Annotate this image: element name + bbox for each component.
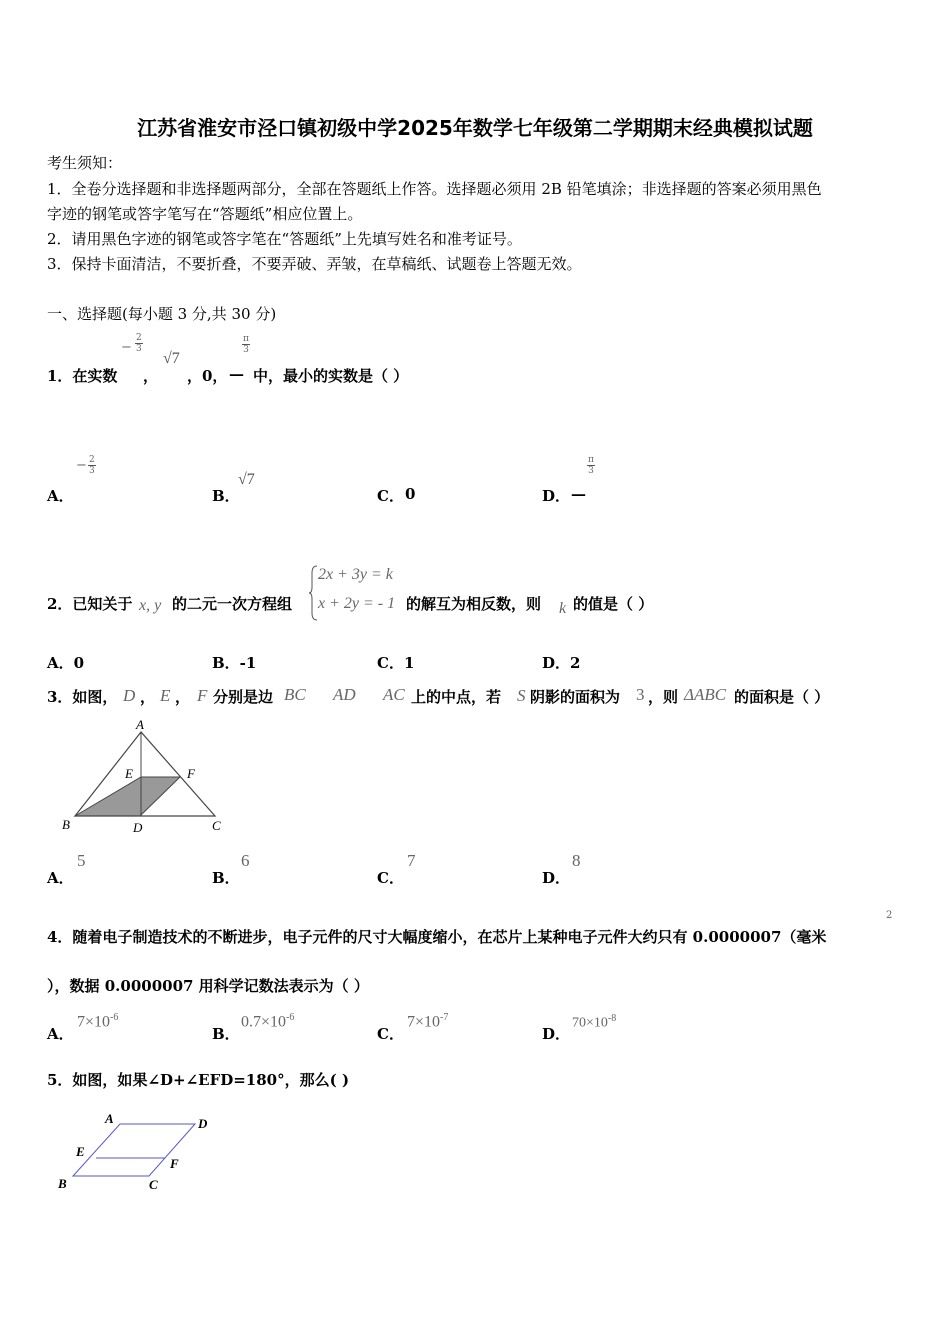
q2-k: k	[559, 600, 567, 617]
q4-option-b-label: B．	[212, 1025, 240, 1043]
q1-suffix: 中，最小的实数是（ ）	[253, 367, 409, 385]
q4-option-d-base: 70×10	[572, 1015, 608, 1031]
notice-line-1b: 字迹的钢笔或答字笔写在“答题纸”相应位置上。	[47, 205, 363, 223]
q4-option-a-value	[77, 1012, 118, 1031]
section-heading: 一、选择题(每小题 3 分,共 30 分)	[47, 305, 277, 323]
q5-label-f: F	[170, 1156, 179, 1171]
q3-label-f: F	[187, 766, 195, 781]
q3-option-a-value: 5	[77, 851, 86, 870]
q3-option-a-label: A．	[47, 869, 74, 887]
q1-prefix: 1．在实数	[47, 367, 118, 385]
q2-prefix: 2．已知关于	[47, 595, 133, 613]
q5-label-e: E	[76, 1144, 85, 1159]
q5-label-a: A	[105, 1111, 114, 1126]
notice-heading: 考生须知：	[47, 154, 123, 172]
q5-parallelogram-figure	[55, 1108, 225, 1198]
q1-option-a-den: 3	[89, 466, 95, 476]
q3-mid-3: 阴影的面积为	[530, 688, 621, 706]
q1-option-d-den: 3	[588, 466, 594, 476]
q2-mid: 的二元一次方程组	[172, 595, 293, 613]
q1-comma: ，	[143, 367, 159, 385]
q4-line-1: 4．随着电子制造技术的不断进步，电子元件的尺寸大幅度缩小，在芯片上某种电子元件大约只有 0.0000007（毫米	[47, 928, 827, 946]
q4-option-d-value	[572, 1013, 616, 1032]
q1-fraction	[135, 333, 143, 354]
q1-frac-num: 2	[136, 333, 142, 343]
q1-option-d-num: π	[588, 455, 594, 465]
q3-label-a: A	[136, 717, 144, 732]
q3-option-d-label: D．	[542, 869, 571, 887]
q3-mid-4: ，则	[648, 688, 679, 706]
q3-label-d: D	[133, 820, 143, 835]
q3-label-c: C	[212, 818, 221, 833]
q1-option-a-num: 2	[89, 455, 95, 465]
notice-line-2: 2．请用黑色字迹的钢笔或答字笔在“答题纸”上先填写姓名和准考证号。	[47, 230, 522, 248]
q3-mid-1: 分别是边	[213, 688, 274, 706]
q3-label-b: B	[62, 817, 70, 832]
q1-pi-num: π	[243, 334, 249, 344]
q2-suffix-1: 的解互为相反数，则	[406, 595, 542, 613]
q1-mid: ，0，	[187, 367, 228, 385]
notice-line-3: 3．保持卡面清洁，不要折叠，不要弄破、弄皱，在草稿纸、试题卷上答题无效。	[47, 255, 582, 273]
q3-s: S	[517, 686, 526, 705]
q4-option-c-value	[407, 1012, 448, 1031]
q3-comma-2: ，	[175, 688, 191, 706]
q1-option-d-neg: —	[571, 485, 586, 503]
q5-text: 5．如图，如果∠D+∠EFD=180°，那么( )	[47, 1071, 350, 1089]
q4-option-a-label: A．	[47, 1025, 74, 1043]
q4-option-c-label: C．	[377, 1025, 404, 1043]
q4-option-c-base: 7×10	[407, 1013, 441, 1031]
q3-three: 3	[636, 685, 645, 704]
q1-option-b-value: √7	[238, 471, 255, 488]
q4-option-b-value	[241, 1012, 294, 1031]
q1-option-d-label: D．	[542, 487, 571, 505]
q4-option-d-label: D．	[542, 1025, 571, 1043]
q3-side-bc: BC	[284, 685, 306, 704]
q1-option-c-value: 0	[405, 485, 416, 503]
q1-option-a-label: A．	[47, 487, 74, 505]
q4-option-a-base: 7×10	[77, 1013, 111, 1031]
q3-option-c-value: 7	[407, 851, 416, 870]
q5-label-d: D	[198, 1116, 208, 1131]
notice-line-1a: 1．全卷分选择题和非选择题两部分，全部在答题纸上作答。选择题必须用 2B 铅笔填涂；非选择题的答案必须用黑色	[47, 180, 822, 198]
q1-option-b-label: B．	[212, 487, 240, 505]
q4-option-c-exp: -7	[440, 1012, 449, 1023]
q4-line-2: ），数据 0.0000007 用科学记数法表示为（ ）	[47, 977, 369, 995]
q1-neg-sign: −	[121, 340, 132, 355]
q2-equation-1: 2x + 3y = k	[318, 566, 393, 583]
q3-point-f: F	[197, 686, 208, 705]
q4-superscript: 2	[886, 910, 893, 921]
q3-triangle-abc: ΔABC	[684, 685, 727, 704]
q1-frac-den: 3	[136, 344, 142, 354]
q1-option-a-fraction	[88, 455, 96, 476]
q2-option-b: B．-1	[212, 654, 257, 672]
q1-sqrt7: √7	[163, 350, 180, 367]
q5-label-c: C	[149, 1177, 158, 1192]
q1-option-c-label: C．	[377, 487, 404, 505]
q1-pi-den: 3	[243, 345, 249, 355]
page-title: 江苏省淮安市泾口镇初级中学2025年数学七年级第二学期期末经典模拟试题	[137, 116, 813, 140]
q3-prefix: 3．如图，	[47, 688, 118, 706]
q3-option-c-label: C．	[377, 869, 404, 887]
q4-option-d-exp: -8	[607, 1013, 617, 1024]
q1-pi-fraction	[242, 334, 250, 355]
q2-suffix-2: 的值是（ ）	[573, 595, 654, 613]
q5-label-b: B	[58, 1176, 67, 1191]
q4-option-b-exp: -6	[286, 1012, 295, 1023]
q3-side-ac: AC	[383, 685, 405, 704]
q2-option-d: D．2	[542, 654, 581, 672]
q2-equation-2: x + 2y = - 1	[318, 595, 396, 612]
q4-option-a-exp: -6	[110, 1012, 119, 1023]
q2-option-a: A．0	[47, 654, 85, 672]
q3-point-e: E	[160, 686, 171, 705]
q3-side-ad: AD	[333, 685, 356, 704]
q2-option-c: C．1	[377, 654, 415, 672]
q3-mid-2: 上的中点，若	[411, 688, 502, 706]
q3-point-d: D	[123, 686, 136, 705]
q3-option-b-value: 6	[241, 851, 250, 870]
q4-option-b-base: 0.7×10	[241, 1013, 287, 1031]
q2-vars: x, y	[139, 597, 162, 614]
q3-comma-1: ，	[140, 688, 156, 706]
q3-suffix: 的面积是（ ）	[734, 688, 830, 706]
q1-neg2: —	[229, 365, 244, 383]
q3-option-b-label: B．	[212, 869, 240, 887]
q3-label-e: E	[125, 766, 133, 781]
q3-triangle-figure	[55, 712, 235, 840]
q1-option-d-fraction	[587, 455, 595, 476]
q1-option-a-neg: −	[76, 458, 87, 473]
q3-option-d-value: 8	[572, 851, 581, 870]
